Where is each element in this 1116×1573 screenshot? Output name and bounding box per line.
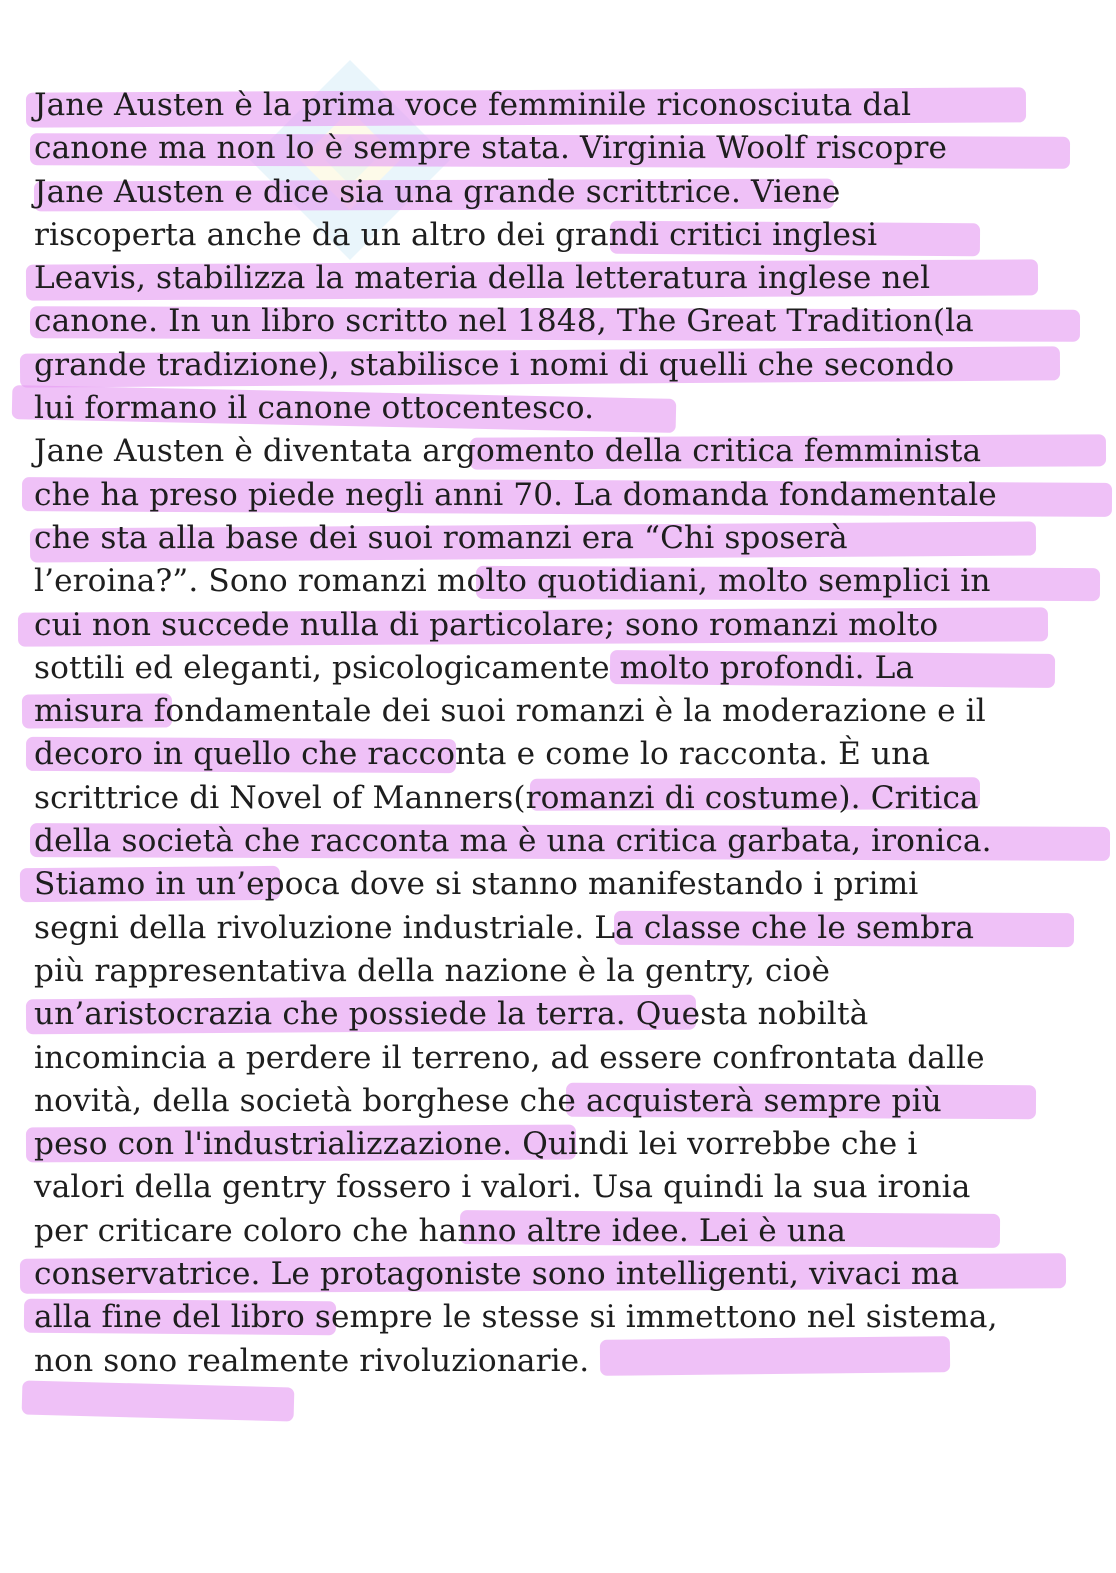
text-line: l’eroina?”. Sono romanzi molto quotidiani, molto semplici in bbox=[34, 563, 991, 600]
text-line: misura fondamentale dei suoi romanzi è la moderazione e il bbox=[34, 693, 986, 730]
text-line: decoro in quello che racconta e come lo racconta. È una bbox=[34, 736, 931, 773]
text-line: Stiamo in un’epoca dove si stanno manifestando i primi bbox=[34, 866, 919, 903]
text-line: che ha preso piede negli anni 70. La domanda fondamentale bbox=[34, 476, 997, 513]
text-line: alla fine del libro sempre le stesse si immettono nel sistema, bbox=[34, 1299, 998, 1336]
text-line: incomincia a perdere il terreno, ad essere confrontata dalle bbox=[34, 1039, 985, 1076]
text-line: Jane Austen è la prima voce femminile riconosciuta dal bbox=[34, 87, 912, 123]
text-line: scrittrice di Novel of Manners(romanzi di costume). Critica bbox=[34, 779, 979, 816]
text-line: Jane Austen e dice sia una grande scrittrice. Viene bbox=[34, 173, 841, 210]
text-line: che sta alla base dei suoi romanzi era “Chi sposerà bbox=[34, 519, 848, 556]
text-line: Jane Austen è diventata argomento della critica femminista bbox=[34, 433, 982, 470]
text-line: grande tradizione), stabilisce i nomi di quelli che secondo bbox=[34, 346, 955, 383]
text-line: più rappresentativa della nazione è la gentry, cioè bbox=[34, 952, 831, 989]
text-line: per criticare coloro che hanno altre idee. Lei è una bbox=[34, 1212, 846, 1249]
text-line: canone ma non lo è sempre stata. Virginia Woolf riscopre bbox=[34, 130, 948, 167]
text-line: riscoperta anche da un altro dei grandi critici inglesi bbox=[34, 216, 878, 253]
text-line: segni della rivoluzione industriale. La classe che le sembra bbox=[34, 909, 975, 946]
text-line: conservatrice. Le protagoniste sono intelligenti, vivaci ma bbox=[34, 1256, 960, 1293]
text-line: della società che racconta ma è una critica garbata, ironica. bbox=[34, 823, 992, 860]
text-line: Leavis, stabilizza la materia della letteratura inglese nel bbox=[34, 260, 931, 297]
highlight-stroke bbox=[22, 1380, 295, 1421]
text-line: valori della gentry fossero i valori. Usa quindi la sua ironia bbox=[34, 1169, 971, 1206]
text-line: novità, della società borghese che acquisterà sempre più bbox=[34, 1082, 942, 1119]
text-line: lui formano il canone ottocentesco. bbox=[34, 390, 595, 427]
text-line: non sono realmente rivoluzionarie. bbox=[34, 1342, 590, 1379]
text-line: sottili ed eleganti, psicologicamente molto profondi. La bbox=[34, 649, 915, 686]
text-line: peso con l'industrializzazione. Quindi lei vorrebbe che i bbox=[34, 1126, 918, 1163]
text-line: cui non succede nulla di particolare; sono romanzi molto bbox=[34, 606, 939, 643]
text-line: un’aristocrazia che possiede la terra. Questa nobiltà bbox=[34, 996, 869, 1033]
text-line: canone. In un libro scritto nel 1848, The Great Tradition(la bbox=[34, 303, 974, 340]
document-body bbox=[34, 84, 1114, 1383]
